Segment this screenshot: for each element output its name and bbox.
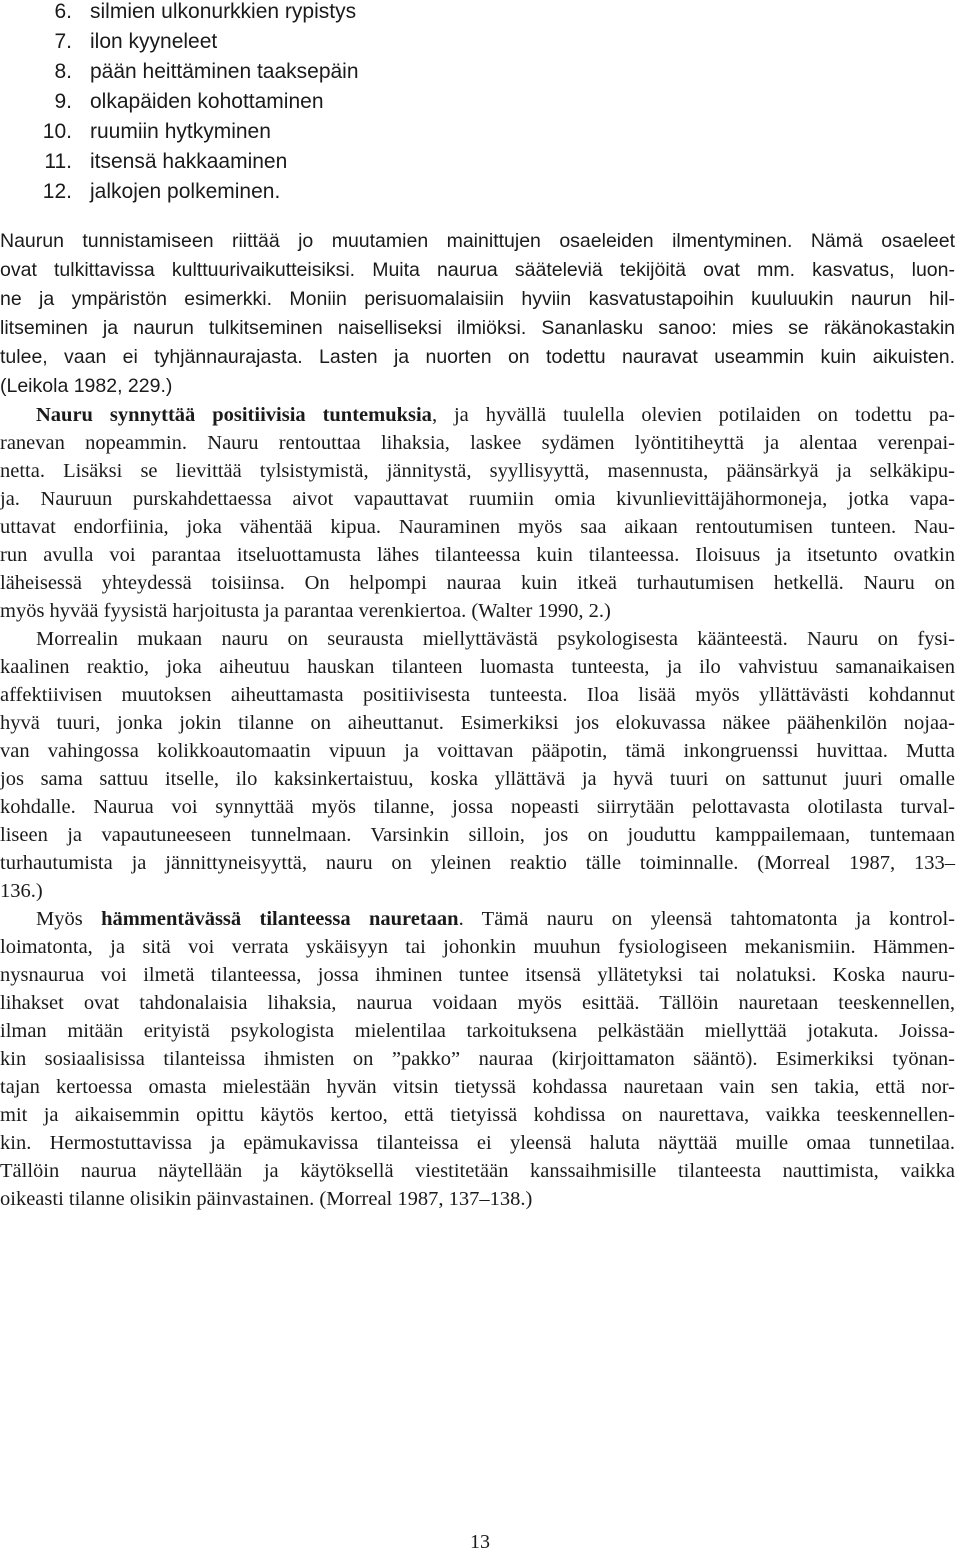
text-line: loimatonta, ja sitä voi verrata yskäisyyn tai johonkin muuhun fysiologiseen mekanismiin. Hämmen- — [0, 936, 955, 958]
list-number: 11. — [44, 150, 72, 173]
list-number: 7. — [54, 30, 72, 53]
text-line: turhautumista ja jännittyneisyyttä, nauru on yleinen reaktio tälle toiminnalle. (Morreal 1987, 133– — [0, 852, 955, 874]
list-item — [0, 177, 960, 207]
text-line: ja. Nauruun purskahdettaessa aivot vapauttavat ruumiin omia kivunlievittäjähormoneja, jotka vapa- — [0, 488, 955, 510]
text-line: mit ja aikaisemmin opittu käytös kertoo, että tietyissä kohdissa on naurettava, vaikka teeskennellen- — [0, 1104, 955, 1126]
text-line: affektiivisen muutoksen aiheuttamasta positiivisesta tunteesta. Iloa lisää myös yllättävästi kohdannut — [0, 684, 955, 706]
list-text: itsensä hakkaaminen — [90, 150, 288, 173]
text-line: Naurun tunnistamiseen riittää jo muutamien mainittujen osaeleiden ilmentyminen. Nämä osaeleet — [0, 230, 955, 252]
text-line: run avulla voi parantaa itseluottamusta lähes tilanteessa kuin tilanteessa. Iloisuus ja itsetunto ovatkin — [0, 544, 955, 566]
list-number: 10. — [42, 120, 72, 143]
text-line: tajan kertoessa omasta mielestään hyvän vitsin tietyssä kohdassa nauretaan vain sen takia, että nor- — [0, 1076, 955, 1098]
text-line: lihakset ovat tahdonalaisia lihaksia, naurua voidaan myös esittää. Tällöin nauretaan teeskennellen, — [0, 992, 955, 1014]
list-text: olkapäiden kohottaminen — [90, 90, 324, 113]
text-line: ilman mitään erityistä psykologista mielentilaa tarkoituksena pelkästään miellyttää jotakuta. Joissa- — [0, 1020, 955, 1042]
list-number: 9. — [54, 90, 72, 113]
text-line — [36, 400, 955, 430]
text-line: kaalinen reaktio, joka aiheutuu hauskan tilanteen luomasta tunteesta, ja ilo vahvistuu samanaikaisen — [0, 656, 955, 678]
text-line: tulee, vaan ei tyhjännaurajasta. Lasten ja nuorten on todettu nauravat useammin kuin aikuisten. — [0, 346, 955, 368]
list-text: pään heittäminen taaksepäin — [90, 60, 359, 83]
list-number: 12. — [42, 180, 72, 203]
text-line: Morrealin mukaan nauru on seurausta miellyttävästä psykologisesta käänteestä. Nauru on fysi- — [36, 628, 955, 650]
list-text: ruumiin hytkyminen — [90, 120, 271, 143]
text-line: kin. Hermostuttavissa ja epämukavissa tilanteissa ei yleensä haluta näyttää muille omaa tunnetilaa. — [0, 1132, 955, 1154]
list-item — [0, 0, 960, 27]
text-line: myös hyvää fyysistä harjoitusta ja parantaa verenkiertoa. (Walter 1990, 2.) — [0, 600, 611, 622]
emphasis-text: hämmentävässä tilanteessa nauretaan — [101, 908, 459, 930]
list-text: jalkojen polkeminen. — [90, 180, 281, 203]
list-item — [0, 27, 960, 57]
text-line: Tällöin naurua näytellään ja käytöksellä viestitetään kanssaihmisille tilanteesta nauttimista, vaikka — [0, 1160, 955, 1182]
text-line — [36, 904, 955, 934]
text-line: ranevan nopeammin. Nauru rentouttaa lihaksia, laskee sydämen lyöntitiheyttä ja alentaa verenpai- — [0, 432, 955, 454]
text-line: netta. Lisäksi se lievittää tylsistymistä, jännitystä, syyllisyyttä, masennusta, päänsärkyä ja selkäkipu- — [0, 460, 955, 482]
text-line: kin sosiaalisissa tilanteissa ihmisten on ”pakko” nauraa (kirjoittamaton sääntö). Esimerkiksi työnan- — [0, 1048, 955, 1070]
list-text: silmien ulkonurkkien rypistys — [90, 0, 357, 23]
text-line: oikeasti tilanne olisikin päinvastainen. (Morreal 1987, 137–138.) — [0, 1188, 533, 1210]
list-item — [0, 147, 960, 177]
text-line: liseen ja vapautuneeseen tunnelmaan. Varsinkin silloin, jos on jouduttu kamppailemaan, tuntemaan — [0, 824, 955, 846]
list-item — [0, 57, 960, 87]
list-number: 8. — [54, 60, 72, 83]
text-line: litseminen ja naurun tulkitseminen naiselliseksi ilmiöksi. Sananlasku sanoo: mies se räkänokastakin — [0, 317, 955, 339]
page-number: 13 — [470, 1531, 490, 1553]
text-line: 136.) — [0, 880, 43, 902]
text-line: van vahingossa kolikkoautomaatin vipuun ja voittavan pääpotin, tämä inkongruenssi huvittaa. Mutta — [0, 740, 955, 762]
text-line: läheisessä yhteydessä toisiinsa. On helpompi nauraa kuin itkeä turhautumisen hetkellä. Nauru on — [0, 572, 955, 594]
text-line: hyvä tuuri, jonka jokin tilanne on aiheuttanut. Esimerkiksi jos elokuvassa näkee päähenkilön nojaa- — [0, 712, 955, 734]
text-line: ovat tulkittavissa kulttuurivaikutteisiksi. Muita naurua sääteleviä tekijöitä ovat mm. kasvatus, luon- — [0, 259, 955, 281]
text-line: nysnaurua voi ilmetä tilanteessa, jossa ihminen tuntee itsensä yllätetyksi tai nolatuksi. Koska nauru- — [0, 964, 955, 986]
text-line: jos sama sattuu itselle, ilo kaksinkertaistuu, koska yllättävä ja hyvä tuuri on sattunut juuri omalle — [0, 768, 955, 790]
text-line: ne ja ympäristön esimerkki. Moniin perisuomalaisiin hyviin kasvatustapoihin kuuluukin naurun hil- — [0, 288, 955, 310]
text-span: . Tämä nauru on yleensä tahtomatonta ja kontrol- — [458, 908, 955, 930]
list-item — [0, 87, 960, 117]
list-number: 6. — [54, 0, 72, 23]
text-line: kohdalle. Naurua voi synnyttää myös tilanne, jossa nopeasti siirrytään pelottavasta olotilasta turval- — [0, 796, 955, 818]
text-span: , ja hyvällä tuulella olevien potilaiden on todettu pa- — [431, 404, 955, 426]
text-span: Myös — [36, 908, 102, 930]
list-text: ilon kyyneleet — [90, 30, 218, 53]
list-item — [0, 117, 960, 147]
emphasis-text: Nauru synnyttää positiivisia tuntemuksia — [36, 404, 432, 426]
text-line: uttavat endorfiinia, joka vähentää kipua. Nauraminen myös saa aikaan rentoutumisen tunteen. Nau- — [0, 516, 955, 538]
text-line: (Leikola 1982, 229.) — [0, 375, 173, 397]
